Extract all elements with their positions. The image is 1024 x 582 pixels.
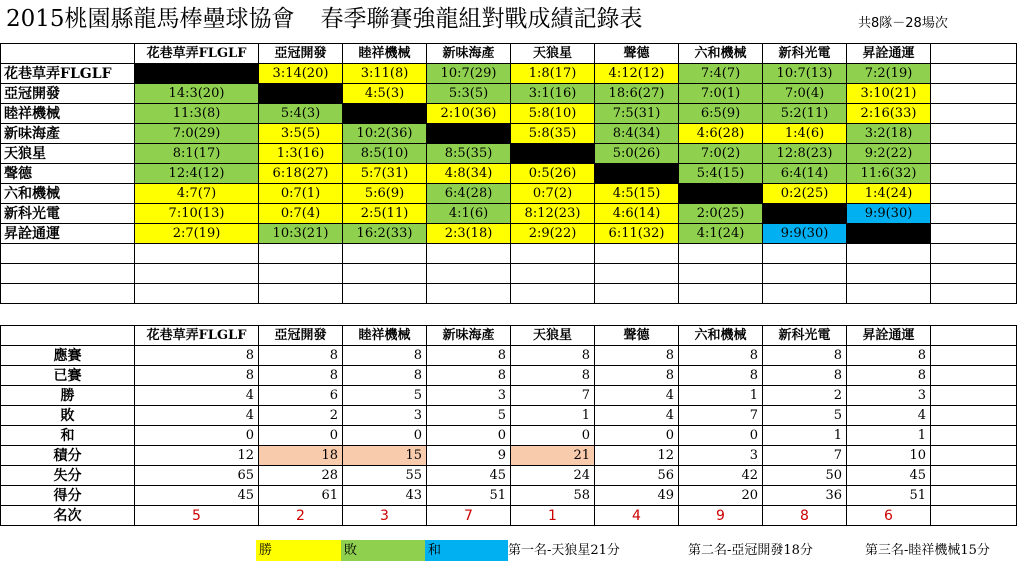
spare-cell [931, 124, 1017, 144]
stat-value: 8 [427, 346, 511, 366]
stat-value: 8 [595, 346, 679, 366]
column-header: 昇詮通運 [847, 326, 931, 346]
stat-value: 0 [679, 426, 763, 446]
stat-value: 8 [135, 346, 259, 366]
stat-value: 8 [427, 366, 511, 386]
result-cell: 0:5(26) [511, 164, 595, 184]
stat-value: 36 [763, 486, 847, 506]
stat-value: 4 [135, 386, 259, 406]
result-cell: 7:0(1) [679, 84, 763, 104]
stat-value: 1 [679, 386, 763, 406]
empty-cell [679, 264, 763, 284]
match-results-table [0, 43, 1017, 304]
result-cell: 16:2(33) [343, 224, 427, 244]
stat-value: 50 [763, 466, 847, 486]
result-cell: 3:2(18) [847, 124, 931, 144]
stat-label: 敗 [1, 406, 135, 426]
stat-value: 7 [511, 386, 595, 406]
stats-row [1, 426, 1017, 446]
spare-cell [931, 366, 1017, 386]
stat-value: 0 [427, 426, 511, 446]
stat-value: 3 [343, 406, 427, 426]
rank-label: 名次 [1, 506, 135, 526]
result-cell: 6:5(9) [679, 104, 763, 124]
result-cell: 4:12(12) [595, 64, 679, 84]
rank-row [1, 506, 1017, 526]
column-header: 六和機械 [679, 326, 763, 346]
result-cell: 3:11(8) [343, 64, 427, 84]
empty-cell [679, 284, 763, 304]
stat-value: 55 [343, 466, 427, 486]
spare-cell [931, 224, 1017, 244]
stat-value: 21 [511, 446, 595, 466]
spare-cell [931, 466, 1017, 486]
result-cell: 1:4(24) [847, 184, 931, 204]
result-cell: 5:6(9) [343, 184, 427, 204]
empty-cell [343, 244, 427, 264]
column-header: 亞冠開發 [259, 44, 343, 64]
row-header: 睦祥機械 [1, 104, 135, 124]
row-header: 新科光電 [1, 204, 135, 224]
stat-value: 61 [259, 486, 343, 506]
stat-value: 45 [427, 466, 511, 486]
rank-value: 5 [135, 506, 259, 526]
empty-cell [259, 284, 343, 304]
row-header: 花巷草弄FLGLF [1, 64, 135, 84]
stat-value: 45 [847, 466, 931, 486]
result-cell: 7:0(29) [135, 124, 259, 144]
empty-cell [259, 244, 343, 264]
stats-row [1, 386, 1017, 406]
self-match-cell [511, 144, 595, 164]
result-cell: 3:10(21) [847, 84, 931, 104]
stat-value: 8 [679, 346, 763, 366]
rank-value: 1 [511, 506, 595, 526]
result-cell: 4:5(3) [343, 84, 427, 104]
header-row [1, 44, 1017, 64]
legend-win: 勝 [256, 540, 342, 561]
table-row [1, 84, 1017, 104]
result-cell: 5:7(31) [343, 164, 427, 184]
spare-cell [931, 164, 1017, 184]
spare-cell [931, 64, 1017, 84]
stat-value: 9 [427, 446, 511, 466]
rank-value: 8 [763, 506, 847, 526]
column-header: 新科光電 [763, 44, 847, 64]
result-cell: 1:4(6) [763, 124, 847, 144]
result-cell: 8:5(35) [427, 144, 511, 164]
legend-tie: 和 [425, 540, 508, 561]
stat-value: 7 [679, 406, 763, 426]
result-cell: 7:5(31) [595, 104, 679, 124]
spare-cell [931, 506, 1017, 526]
column-header: 新味海產 [427, 326, 511, 346]
spare-cell [931, 326, 1017, 346]
result-cell: 0:2(25) [763, 184, 847, 204]
result-cell: 2:10(36) [427, 104, 511, 124]
stat-value: 2 [763, 386, 847, 406]
legend-second-place: 第二名-亞冠開發18分 [688, 543, 813, 558]
result-cell: 10:7(29) [427, 64, 511, 84]
empty-cell [763, 244, 847, 264]
result-cell: 18:6(27) [595, 84, 679, 104]
empty-cell [763, 264, 847, 284]
stat-value: 5 [763, 406, 847, 426]
self-match-cell [679, 184, 763, 204]
row-header: 新味海產 [1, 124, 135, 144]
result-cell: 10:3(21) [259, 224, 343, 244]
column-header: 聲德 [595, 44, 679, 64]
result-cell: 5:8(10) [511, 104, 595, 124]
stat-value: 8 [679, 366, 763, 386]
empty-cell [427, 284, 511, 304]
spare-cell [931, 44, 1017, 64]
result-cell: 1:8(17) [511, 64, 595, 84]
table-row [1, 224, 1017, 244]
stats-row [1, 346, 1017, 366]
corner-cell [1, 326, 135, 346]
stat-value: 8 [259, 366, 343, 386]
table-row [1, 144, 1017, 164]
result-cell: 4:8(34) [427, 164, 511, 184]
empty-cell [511, 244, 595, 264]
stat-value: 1 [511, 406, 595, 426]
stat-value: 6 [259, 386, 343, 406]
empty-cell [931, 284, 1017, 304]
empty-cell [427, 264, 511, 284]
empty-cell [763, 284, 847, 304]
legend [0, 540, 1024, 562]
result-cell: 6:18(27) [259, 164, 343, 184]
rank-value: 7 [427, 506, 511, 526]
row-header: 六和機械 [1, 184, 135, 204]
empty-cell [931, 264, 1017, 284]
result-cell: 12:4(12) [135, 164, 259, 184]
result-cell: 9:9(30) [847, 204, 931, 224]
stat-label: 得分 [1, 486, 135, 506]
result-cell: 8:1(17) [135, 144, 259, 164]
stats-row [1, 466, 1017, 486]
self-match-cell [343, 104, 427, 124]
result-cell: 4:7(7) [135, 184, 259, 204]
result-cell: 5:3(5) [427, 84, 511, 104]
result-cell: 8:12(23) [511, 204, 595, 224]
self-match-cell [595, 164, 679, 184]
result-cell: 0:7(4) [259, 204, 343, 224]
spare-cell [931, 446, 1017, 466]
empty-cell [1, 244, 135, 264]
stat-value: 0 [511, 426, 595, 446]
result-cell: 5:2(11) [763, 104, 847, 124]
empty-cell [847, 284, 931, 304]
stat-label: 勝 [1, 386, 135, 406]
stat-value: 8 [135, 366, 259, 386]
corner-cell [1, 44, 135, 64]
stat-value: 1 [763, 426, 847, 446]
table-row [1, 124, 1017, 144]
row-header: 天狼星 [1, 144, 135, 164]
table-row [1, 204, 1017, 224]
result-cell: 3:1(16) [511, 84, 595, 104]
stat-value: 0 [595, 426, 679, 446]
spare-cell [931, 486, 1017, 506]
stat-value: 8 [343, 366, 427, 386]
column-header: 天狼星 [511, 326, 595, 346]
rank-value: 3 [343, 506, 427, 526]
stat-value: 12 [595, 446, 679, 466]
self-match-cell [259, 84, 343, 104]
stat-value: 0 [343, 426, 427, 446]
empty-cell [847, 264, 931, 284]
self-match-cell [763, 204, 847, 224]
empty-cell [135, 284, 259, 304]
legend-lose: 敗 [341, 540, 427, 561]
stat-value: 51 [847, 486, 931, 506]
empty-row [1, 244, 1017, 264]
result-cell: 5:8(35) [511, 124, 595, 144]
title-league: 春季聯賽強龍組對戰成績記錄表 [320, 6, 643, 32]
result-cell: 0:7(2) [511, 184, 595, 204]
stat-value: 5 [343, 386, 427, 406]
result-cell: 9:9(30) [763, 224, 847, 244]
result-cell: 7:2(19) [847, 64, 931, 84]
standings-table [0, 325, 1017, 526]
stat-value: 7 [763, 446, 847, 466]
empty-cell [135, 244, 259, 264]
stat-value: 4 [595, 386, 679, 406]
spare-cell [931, 386, 1017, 406]
stat-value: 20 [679, 486, 763, 506]
result-cell: 12:8(23) [763, 144, 847, 164]
result-cell: 5:4(15) [679, 164, 763, 184]
result-cell: 14:3(20) [135, 84, 259, 104]
stats-row [1, 406, 1017, 426]
empty-cell [343, 264, 427, 284]
stat-value: 8 [343, 346, 427, 366]
rank-value: 4 [595, 506, 679, 526]
result-cell: 11:6(32) [847, 164, 931, 184]
spare-cell [931, 426, 1017, 446]
rank-value: 9 [679, 506, 763, 526]
table-row [1, 184, 1017, 204]
row-header: 亞冠開發 [1, 84, 135, 104]
result-cell: 7:10(13) [135, 204, 259, 224]
stat-value: 24 [511, 466, 595, 486]
result-cell: 4:5(15) [595, 184, 679, 204]
result-cell: 4:1(24) [679, 224, 763, 244]
result-cell: 8:4(34) [595, 124, 679, 144]
column-header: 天狼星 [511, 44, 595, 64]
legend-third-place: 第三名-睦祥機械15分 [865, 543, 990, 558]
empty-cell [259, 264, 343, 284]
title-association: 2015桃園縣龍馬棒壘球協會 [6, 6, 295, 32]
column-header: 新味海產 [427, 44, 511, 64]
column-header: 睦祥機械 [343, 326, 427, 346]
stat-value: 56 [595, 466, 679, 486]
stat-value: 45 [135, 486, 259, 506]
spare-cell [931, 406, 1017, 426]
result-cell: 6:4(28) [427, 184, 511, 204]
result-cell: 5:4(3) [259, 104, 343, 124]
empty-cell [595, 264, 679, 284]
stat-value: 2 [259, 406, 343, 426]
stats-row [1, 446, 1017, 466]
stat-value: 8 [259, 346, 343, 366]
column-header: 亞冠開發 [259, 326, 343, 346]
empty-cell [595, 284, 679, 304]
stat-value: 0 [259, 426, 343, 446]
result-cell: 2:3(18) [427, 224, 511, 244]
stat-value: 8 [763, 366, 847, 386]
table-row [1, 164, 1017, 184]
empty-row [1, 264, 1017, 284]
spare-cell [931, 144, 1017, 164]
column-header: 聲德 [595, 326, 679, 346]
result-cell: 11:3(8) [135, 104, 259, 124]
result-cell: 0:7(1) [259, 184, 343, 204]
table-row [1, 104, 1017, 124]
row-header: 昇詮通運 [1, 224, 135, 244]
stat-value: 42 [679, 466, 763, 486]
spare-cell [931, 346, 1017, 366]
rank-value: 2 [259, 506, 343, 526]
self-match-cell [427, 124, 511, 144]
stat-value: 12 [135, 446, 259, 466]
stat-value: 5 [427, 406, 511, 426]
stat-value: 58 [511, 486, 595, 506]
result-cell: 4:6(28) [679, 124, 763, 144]
stat-value: 1 [847, 426, 931, 446]
stat-value: 4 [595, 406, 679, 426]
stat-value: 49 [595, 486, 679, 506]
result-cell: 1:3(16) [259, 144, 343, 164]
result-cell: 2:16(33) [847, 104, 931, 124]
column-header: 花巷草弄FLGLF [135, 326, 259, 346]
empty-cell [595, 244, 679, 264]
self-match-cell [847, 224, 931, 244]
stat-value: 4 [847, 406, 931, 426]
empty-row [1, 284, 1017, 304]
stat-value: 8 [763, 346, 847, 366]
stat-value: 3 [679, 446, 763, 466]
stat-value: 65 [135, 466, 259, 486]
stat-value: 0 [135, 426, 259, 446]
rank-value: 6 [847, 506, 931, 526]
result-cell: 3:5(5) [259, 124, 343, 144]
stat-value: 8 [595, 366, 679, 386]
column-header: 新科光電 [763, 326, 847, 346]
header-row [1, 326, 1017, 346]
spare-cell [931, 104, 1017, 124]
stat-value: 8 [847, 346, 931, 366]
stat-value: 8 [511, 346, 595, 366]
result-cell: 10:2(36) [343, 124, 427, 144]
result-cell: 5:0(26) [595, 144, 679, 164]
result-cell: 8:5(10) [343, 144, 427, 164]
empty-cell [1, 284, 135, 304]
spare-cell [931, 184, 1017, 204]
result-cell: 2:9(22) [511, 224, 595, 244]
stat-value: 51 [427, 486, 511, 506]
stat-label: 失分 [1, 466, 135, 486]
table-row [1, 64, 1017, 84]
column-header: 花巷草弄FLGLF [135, 44, 259, 64]
result-cell: 9:2(22) [847, 144, 931, 164]
stat-value: 15 [343, 446, 427, 466]
column-header: 六和機械 [679, 44, 763, 64]
result-cell: 7:4(7) [679, 64, 763, 84]
stat-value: 4 [135, 406, 259, 426]
result-cell: 3:14(20) [259, 64, 343, 84]
empty-cell [135, 264, 259, 284]
stat-value: 43 [343, 486, 427, 506]
empty-cell [847, 244, 931, 264]
result-cell: 2:7(19) [135, 224, 259, 244]
stats-row [1, 486, 1017, 506]
result-cell: 6:11(32) [595, 224, 679, 244]
stat-value: 3 [427, 386, 511, 406]
spare-cell [931, 204, 1017, 224]
stat-value: 3 [847, 386, 931, 406]
result-cell: 7:0(2) [679, 144, 763, 164]
page-title [6, 4, 643, 34]
stat-value: 28 [259, 466, 343, 486]
empty-cell [343, 284, 427, 304]
result-cell: 2:0(25) [679, 204, 763, 224]
result-cell: 7:0(4) [763, 84, 847, 104]
empty-cell [679, 244, 763, 264]
self-match-cell [135, 64, 259, 84]
stat-value: 8 [847, 366, 931, 386]
stat-label: 積分 [1, 446, 135, 466]
stat-value: 8 [511, 366, 595, 386]
result-cell: 4:6(14) [595, 204, 679, 224]
stat-label: 已賽 [1, 366, 135, 386]
result-cell: 6:4(14) [763, 164, 847, 184]
empty-cell [1, 264, 135, 284]
legend-first-place: 第一名-天狼星21分 [508, 543, 620, 558]
empty-cell [931, 244, 1017, 264]
result-cell: 10:7(13) [763, 64, 847, 84]
column-header: 睦祥機械 [343, 44, 427, 64]
stat-value: 10 [847, 446, 931, 466]
result-cell: 2:5(11) [343, 204, 427, 224]
games-summary: 共8隊－28場次 [858, 16, 948, 31]
column-header: 昇詮通運 [847, 44, 931, 64]
row-header: 聲德 [1, 164, 135, 184]
spare-cell [931, 84, 1017, 104]
result-cell: 4:1(6) [427, 204, 511, 224]
stat-label: 應賽 [1, 346, 135, 366]
empty-cell [427, 244, 511, 264]
stats-row [1, 366, 1017, 386]
stat-label: 和 [1, 426, 135, 446]
empty-cell [511, 264, 595, 284]
stat-value: 18 [259, 446, 343, 466]
empty-cell [511, 284, 595, 304]
